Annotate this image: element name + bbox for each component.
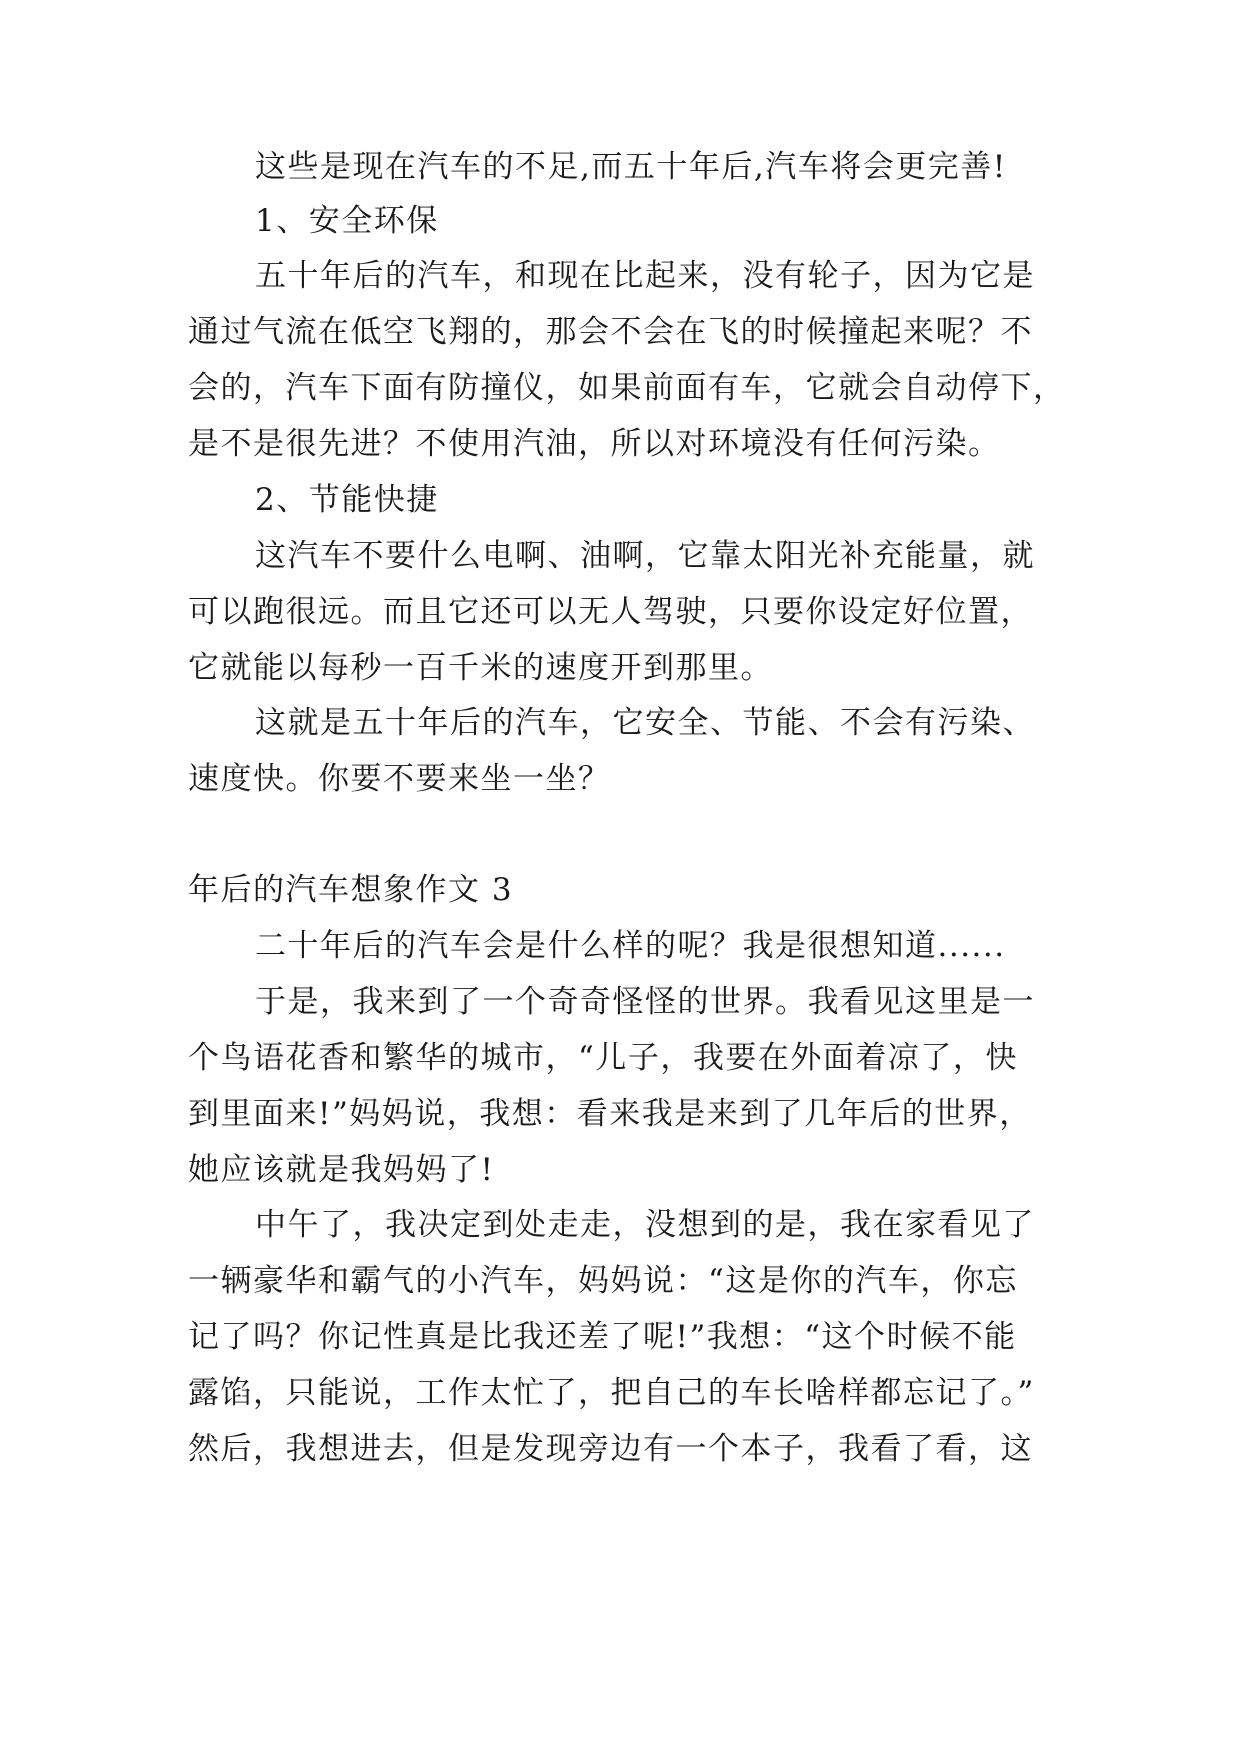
paragraph-line: 这些是现在汽车的不足,而五十年后,汽车将会更完善!: [255, 149, 1007, 185]
paragraph-line: 这就是五十年后的汽车，它安全、节能、不会有污染、: [255, 705, 1035, 741]
paragraph-line: 可以跑很远。而且它还可以无人驾驶，只要你设定好位置，: [188, 594, 1033, 630]
paragraph-line: 中午了，我决定到处走走，没想到的是，我在家看见了: [255, 1207, 1035, 1243]
paragraph-line: 这汽车不要什么电啊、油啊，它靠太阳光补充能量，就: [255, 538, 1035, 574]
essay-title: 年后的汽车想象作文 3: [188, 872, 514, 908]
paragraph-line: 是不是很先进？不使用汽油，所以对环境没有任何污染。: [188, 426, 1001, 462]
paragraph-line: 于是，我来到了一个奇奇怪怪的世界。我看见这里是一: [255, 984, 1035, 1020]
paragraph-line: 五十年后的汽车，和现在比起来，没有轮子，因为它是: [255, 258, 1035, 294]
paragraph-line: 记了吗？你记性真是比我还差了呢!”我想：“这个时候不能: [188, 1319, 1017, 1355]
paragraph-line: 通过气流在低空飞翔的，那会不会在飞的时候撞起来呢？不: [188, 314, 1033, 350]
paragraph-line: 一辆豪华和霸气的小汽车，妈妈说：“这是你的汽车，你忘: [188, 1263, 1018, 1299]
paragraph-line: 然后，我想进去，但是发现旁边有一个本子，我看了看，这: [188, 1431, 1033, 1467]
section-heading: 2、节能快捷: [255, 482, 439, 518]
paragraph-line: 它就能以每秒一百千米的速度开到那里。: [188, 650, 773, 686]
paragraph-line: 会的，汽车下面有防撞仪，如果前面有车，它就会自动停下，: [188, 370, 1066, 406]
paragraph-line: 她应该就是我妈妈了!: [188, 1152, 495, 1188]
paragraph-line: 到里面来!”妈妈说，我想：看来我是来到了几年后的世界，: [188, 1096, 1032, 1132]
paragraph-line: 二十年后的汽车会是什么样的呢？我是很想知道......: [255, 928, 1006, 964]
paragraph-line: 露馅，只能说，工作太忙了，把自己的车长啥样都忘记了。”: [188, 1375, 1035, 1411]
paragraph-line: 速度快。你要不要来坐一坐？: [188, 761, 611, 797]
paragraph-line: 个鸟语花香和繁华的城市，“儿子，我要在外面着凉了，快: [188, 1040, 1018, 1076]
section-heading: 1、安全环保: [255, 203, 439, 239]
